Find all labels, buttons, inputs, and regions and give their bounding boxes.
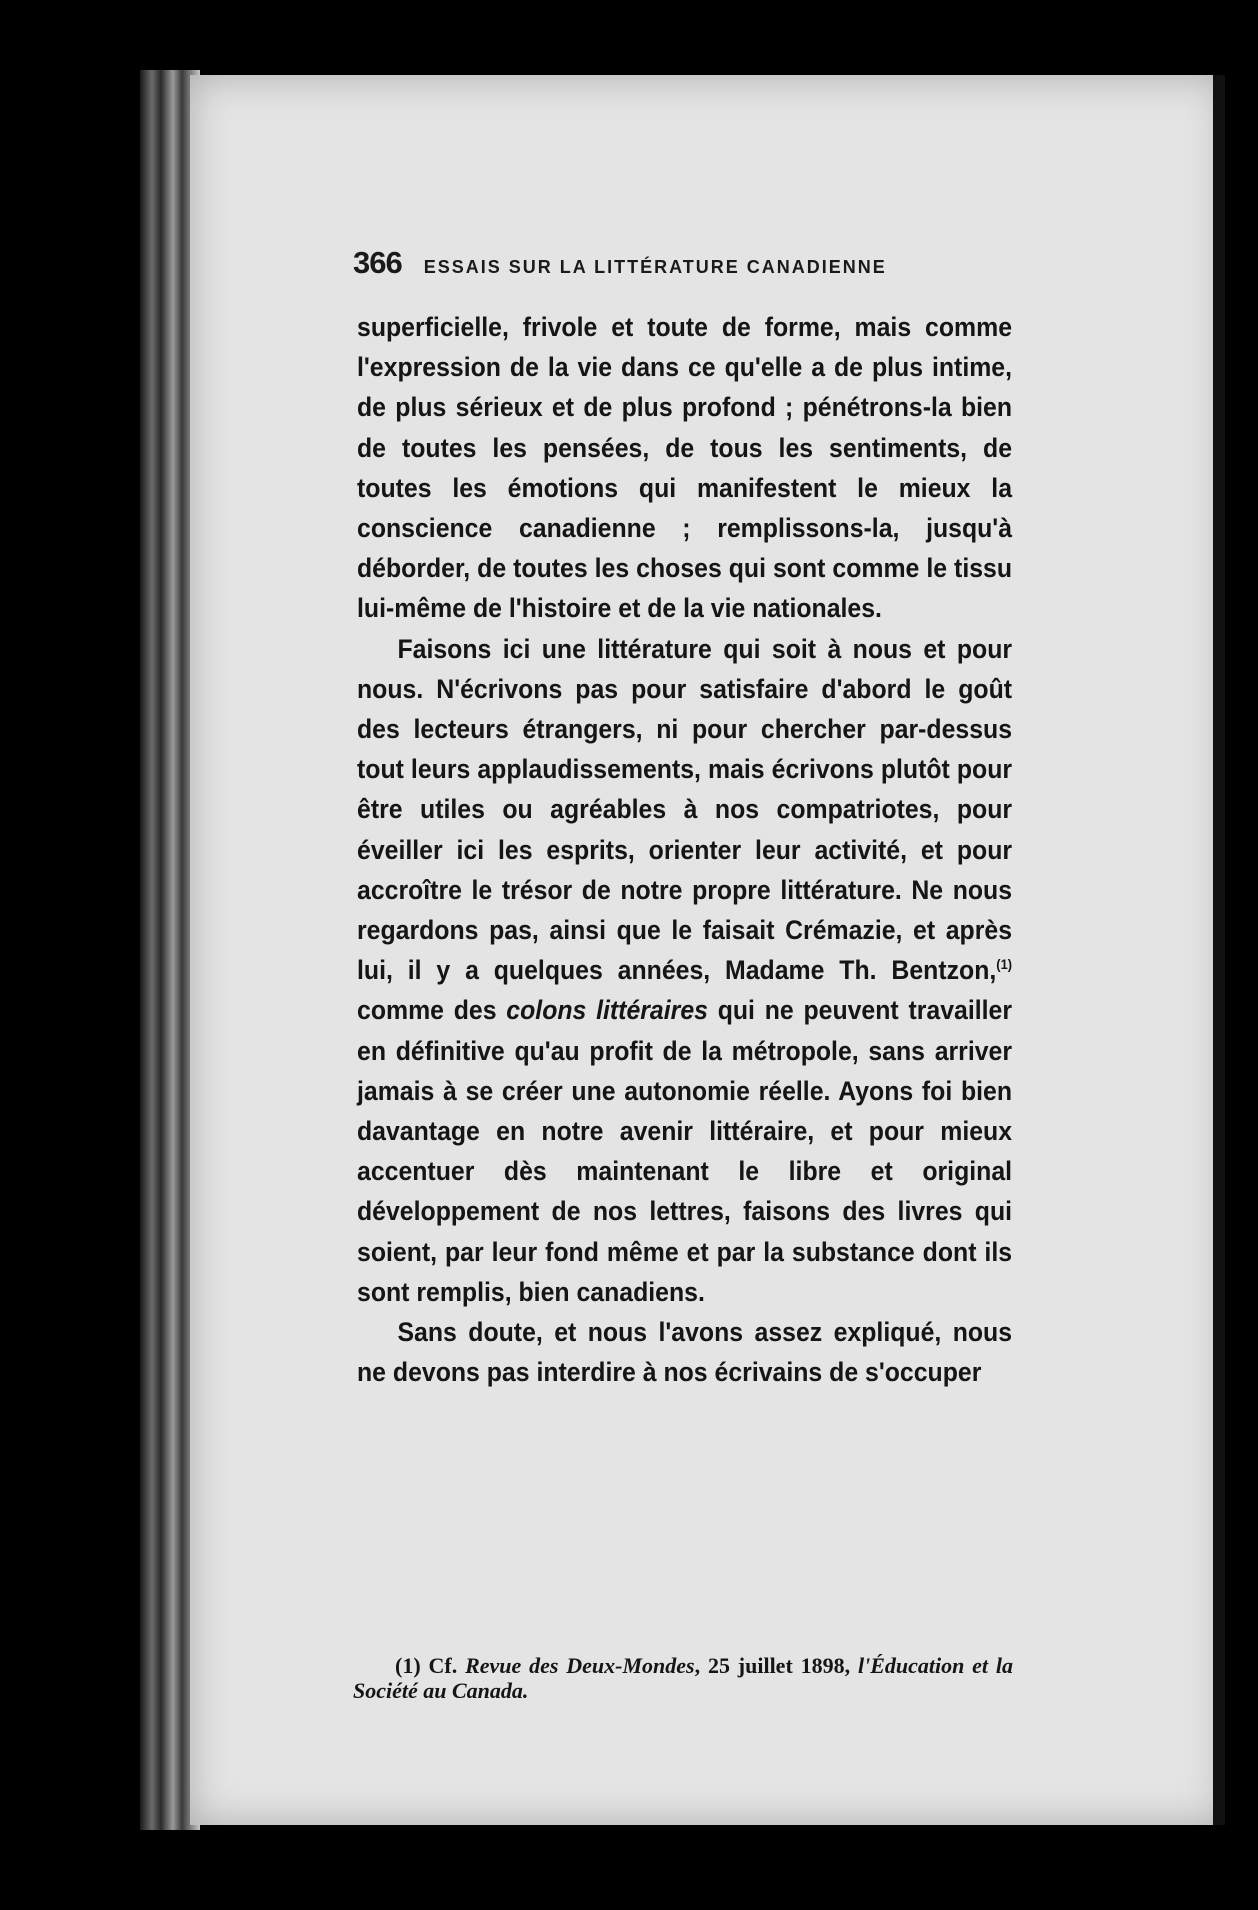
footnote-marker: (1) [395, 1653, 421, 1678]
page-header [353, 245, 1093, 281]
footnote-journal-title: Revue des Deux-Mondes [465, 1653, 695, 1678]
paragraph-1: superficielle, frivole et toute de forme, mais comme l'expression de la vie dans ce qu'elle a de plus intime, de plus sérieux et de plus profond ; pénétrons-la bien de toutes les pensées, de tous les sentiments, de toutes les émotions qui manifestent le mieux la conscience canadienne ; remplissons-la, jusqu'à déborder, de toutes les choses qui sont comme le tissu lui-même de l'histoire et de la vie nationales. [357, 312, 1013, 624]
paragraph-2 [357, 629, 1012, 1312]
page-number: 366 [353, 245, 402, 280]
paragraph-2-italic: colons littéraires [506, 995, 708, 1026]
paragraph-2-part-2: comme des [357, 995, 507, 1026]
footnote-article-title: l'Éducation et la Société au Canada. [353, 1653, 1013, 1703]
footnote-date: , 25 juillet 1898, [694, 1653, 858, 1678]
running-head: ESSAIS SUR LA LITTÉRATURE CANADIENNE [423, 257, 887, 277]
footnote-text-before: Cf. [420, 1653, 466, 1678]
footnote [353, 1653, 1013, 1703]
paragraph-2-part-3: qui ne peuvent travailler en définitive qu'au profit de la métropole, sans arriver jamais à se créer une autonomie réelle. Ayons foi bien davantage en notre avenir littéraire, et pour mieux accentuer dès maintenant le libre et original développement de nos lettres, faisons des livres qui soient, par leur fond même et par la substance dont ils sont remplis, bien canadiens. [357, 995, 1013, 1307]
paragraph-3: Sans doute, et nous l'avons assez expliqué, nous ne devons pas interdire à nos écrivains de s'occuper [357, 1317, 1013, 1388]
book-page [190, 75, 1225, 1825]
body-text [357, 307, 1012, 1392]
footnote-reference[interactable]: (1) [996, 956, 1013, 973]
paragraph-2-part-1: Faisons ici une littérature qui soit à nous et pour nous. N'écrivons pas pour satisfaire d'abord le goût des lecteurs étrangers, ni pour chercher par-dessus tout leurs applaudissements, mais écrivons plutôt pour être utiles ou agréables à nos compatriotes, pour éveiller ici les esprits, orienter leur activité, et pour accroître le trésor de notre propre littérature. Ne nous regardons pas, ainsi que le faisait Crémazie, et après lui, il y a quelques années, Madame Th. Bentzon, [357, 633, 1013, 986]
